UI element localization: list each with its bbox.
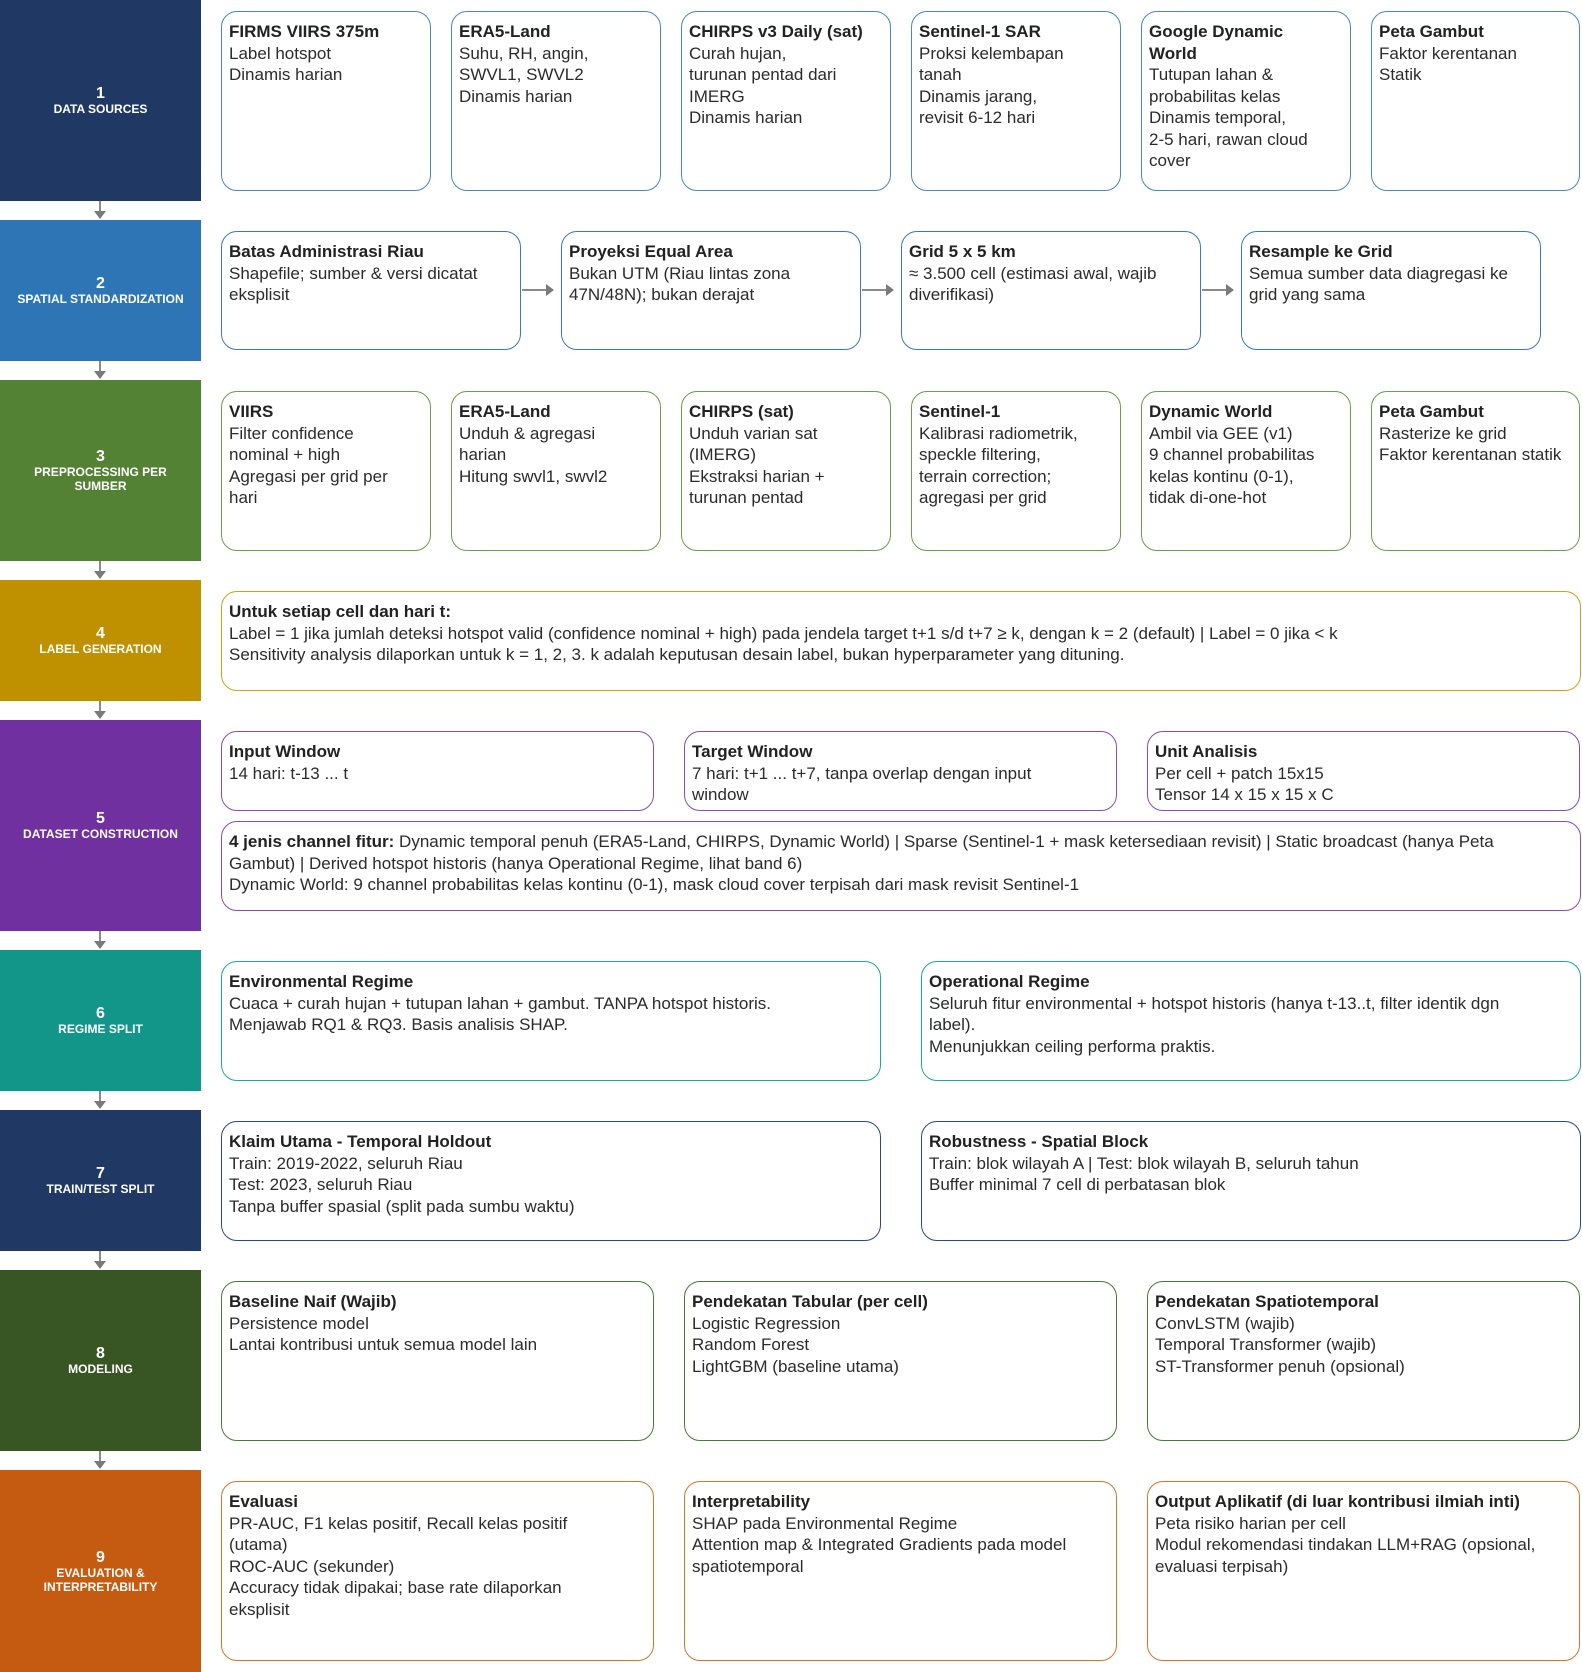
box-line: Tensor 14 x 15 x 15 x C: [1155, 785, 1334, 804]
dataset-target-window: [684, 731, 1117, 811]
spatial-grid: [901, 231, 1201, 350]
box-line: 14 hari: t-13 ... t: [229, 763, 349, 783]
prep-era5-land: [451, 391, 661, 551]
box-line: Semua sumber data diagregasi ke: [1249, 263, 1508, 283]
box-line: tanah: [919, 65, 962, 84]
box-title: Target Window: [692, 742, 813, 761]
box-title: ERA5-Land: [459, 402, 551, 421]
box-title: Output Aplikatif (di luar kontribusi ilmiah inti): [1155, 1492, 1520, 1511]
box-line: Dynamic World: 9 channel probabilitas kelas kontinu (0-1), mask cloud cover terpisah dari mask revisit Sentinel-1: [229, 875, 1080, 894]
box-line: Kalibrasi radiometrik,: [919, 423, 1078, 443]
box-line: Lantai kontribusi untuk semua model lain: [229, 1335, 538, 1354]
box-line: 2-5 hari, rawan cloud: [1149, 129, 1308, 149]
box-title: Peta Gambut: [1379, 402, 1484, 421]
box-title: Input Window: [229, 742, 341, 761]
box-line: Seluruh fitur environmental + hotspot historis (hanya t-13..t, filter identik dgn: [929, 993, 1500, 1013]
box-line: Dinamis harian: [459, 86, 573, 106]
source-firms-viirs: [221, 11, 431, 191]
band-preprocessing: [0, 380, 201, 561]
box-line: probabilitas kelas: [1149, 86, 1281, 106]
box-line: Test: 2023, seluruh Riau: [229, 1175, 413, 1194]
box-line: [229, 831, 1573, 853]
box-line: kelas kontinu (0-1),: [1149, 466, 1294, 486]
box-line: Train: blok wilayah A | Test: blok wilayah B, seluruh tahun: [929, 1153, 1359, 1173]
prep-sentinel1: [911, 391, 1121, 551]
box-line: Unduh & agregasi: [459, 423, 596, 443]
box-line: Dinamis harian: [229, 65, 343, 84]
box-line: label).: [929, 1015, 976, 1034]
box-line: Filter confidence: [229, 423, 354, 443]
box-line: grid yang sama: [1249, 285, 1366, 304]
source-peta-gambut: [1371, 11, 1580, 191]
box-title: Operational Regime: [929, 972, 1090, 991]
box-line: ST-Transformer penuh (opsional): [1155, 1356, 1405, 1376]
box-line: Suhu, RH, angin,: [459, 43, 589, 63]
box-line: agregasi per grid: [919, 488, 1047, 507]
prep-dynamic-world: [1141, 391, 1351, 551]
box-line: Dinamis harian: [689, 108, 803, 127]
box-title: Klaim Utama - Temporal Holdout: [229, 1132, 492, 1151]
box-line: turunan pentad: [689, 488, 804, 507]
band-label-generation: [0, 580, 201, 701]
box-line: Dinamis temporal,: [1149, 108, 1286, 127]
box-line: 47N/48N); bukan derajat: [569, 285, 755, 304]
box-line: hari: [229, 488, 258, 507]
box-line: SWVL1, SWVL2: [459, 65, 584, 84]
box-line: Agregasi per grid per: [229, 466, 388, 486]
box-line: harian: [459, 445, 507, 464]
down-arrow-icon: [94, 1261, 106, 1269]
box-line: diverifikasi): [909, 285, 995, 304]
box-line: nominal + high: [229, 445, 341, 464]
dataset-input-window: [221, 731, 654, 811]
band-evaluation: [0, 1470, 201, 1672]
box-line: ROC-AUC (sekunder): [229, 1556, 395, 1576]
band-number: 2: [96, 275, 105, 292]
box-title: Sentinel-1: [919, 402, 1001, 421]
box-line: Shapefile; sumber & versi dicatat: [229, 263, 478, 283]
box-line: spatiotemporal: [692, 1556, 804, 1576]
band-label: PREPROCESSING PER SUMBER: [34, 465, 167, 493]
box-title: Proyeksi Equal Area: [569, 242, 733, 261]
band-number: 5: [96, 810, 105, 827]
band-regime-split: [0, 950, 201, 1091]
model-baseline: [221, 1281, 654, 1441]
source-era5-land: [451, 11, 661, 191]
band-spatial-standardization: [0, 220, 201, 361]
box-title: Unit Analisis: [1155, 742, 1258, 761]
box-line: SHAP pada Environmental Regime: [692, 1513, 958, 1533]
label-generation-box: [221, 591, 1581, 691]
band-dataset-construction: [0, 720, 201, 931]
down-arrow-icon: [94, 1461, 106, 1469]
box-line: Tutupan lahan &: [1149, 65, 1274, 84]
right-arrow-icon: [1202, 289, 1232, 291]
box-title: 4 jenis channel fitur:: [229, 832, 395, 851]
band-connector: [99, 561, 101, 571]
box-line: (IMERG): [689, 445, 757, 464]
box-line: Gambut) | Derived hotspot historis (hanya Operational Regime, lihat band 6): [229, 853, 803, 873]
box-line: Dinamis jarang,: [919, 86, 1038, 106]
source-chirps: [681, 11, 891, 191]
split-spatial-block: [921, 1121, 1581, 1241]
box-title: Robustness - Spatial Block: [929, 1132, 1149, 1151]
dataset-channels: [221, 821, 1581, 911]
prep-peta-gambut: [1371, 391, 1580, 551]
box-line: Ekstraksi harian +: [689, 466, 825, 486]
box-title: Batas Administrasi Riau: [229, 242, 424, 261]
box-line: 7 hari: t+1 ... t+7, tanpa overlap dengan input: [692, 763, 1032, 783]
box-title: Evaluasi: [229, 1492, 298, 1511]
box-line: ConvLSTM (wajib): [1155, 1313, 1295, 1333]
regime-environmental: [221, 961, 881, 1081]
box-title: ERA5-Land: [459, 22, 551, 41]
box-line: Label = 1 jika jumlah deteksi hotspot valid (confidence nominal + high) pada jendela target t+1 s/d t+7 ≥ k, dengan k = 2 (default) | Label = 0 jika < k: [229, 623, 1338, 643]
down-arrow-icon: [94, 711, 106, 719]
box-line: Accuracy tidak dipakai; base rate dilaporkan: [229, 1578, 562, 1597]
split-temporal-holdout: [221, 1121, 881, 1241]
box-line: Cuaca + curah hujan + tutupan lahan + gambut. TANPA hotspot historis.: [229, 993, 771, 1013]
box-line: Rasterize ke grid: [1379, 423, 1507, 443]
box-line-text: Dynamic temporal penuh (ERA5-Land, CHIRPS, Dynamic World) | Sparse (Sentinel-1 + mask ketersediaan revisit) | Static broadcast (hanya Peta: [394, 832, 1494, 851]
band-connector: [99, 931, 101, 941]
regime-operational: [921, 961, 1581, 1081]
box-title: CHIRPS (sat): [689, 402, 794, 421]
box-line: Logistic Regression: [692, 1313, 841, 1333]
box-line: Bukan UTM (Riau lintas zona: [569, 263, 791, 283]
down-arrow-icon: [94, 371, 106, 379]
band-label: REGIME SPLIT: [58, 1022, 143, 1036]
band-number: 4: [96, 625, 105, 642]
box-line: 9 channel probabilitas: [1149, 445, 1315, 464]
box-line: Menunjukkan ceiling performa praktis.: [929, 1036, 1216, 1056]
right-arrow-icon: [522, 289, 552, 291]
box-line: Buffer minimal 7 cell di perbatasan blok: [929, 1175, 1226, 1194]
band-label: MODELING: [68, 1362, 133, 1376]
box-line: window: [692, 785, 749, 804]
box-line: Modul rekomendasi tindakan LLM+RAG (opsional,: [1155, 1535, 1536, 1554]
band-label: EVALUATION & INTERPRETABILITY: [43, 1565, 158, 1594]
spatial-batas-administrasi: [221, 231, 521, 350]
down-arrow-icon: [94, 941, 106, 949]
band-number: 1: [96, 85, 105, 102]
box-line: Faktor kerentanan: [1379, 43, 1517, 63]
box-title: Pendekatan Spatiotemporal: [1155, 1292, 1379, 1311]
box-title: Baseline Naif (Wajib): [229, 1292, 397, 1311]
band-label: SPATIAL STANDARDIZATION: [17, 292, 184, 306]
box-line: (utama): [229, 1535, 288, 1554]
box-title: Interpretability: [692, 1492, 811, 1511]
band-connector: [99, 1091, 101, 1101]
box-line: Per cell + patch 15x15: [1155, 763, 1324, 783]
box-line: IMERG: [689, 86, 745, 106]
band-number: 8: [96, 1345, 105, 1362]
box-line: Label hotspot: [229, 43, 332, 63]
box-line: Curah hujan,: [689, 43, 787, 63]
source-sentinel1: [911, 11, 1121, 191]
spatial-proyeksi: [561, 231, 861, 350]
eval-evaluasi: [221, 1481, 654, 1661]
box-title: Grid 5 x 5 km: [909, 242, 1016, 261]
box-line: Faktor kerentanan statik: [1379, 445, 1562, 464]
box-line: LightGBM (baseline utama): [692, 1356, 899, 1376]
box-line: tidak di-one-hot: [1149, 488, 1267, 507]
band-connector: [99, 1251, 101, 1261]
prep-viirs: [221, 391, 431, 551]
band-connector: [99, 361, 101, 371]
box-line: speckle filtering,: [919, 445, 1041, 464]
box-line: terrain correction;: [919, 466, 1052, 486]
band-label: LABEL GENERATION: [39, 642, 162, 656]
box-line: Peta risiko harian per cell: [1155, 1513, 1346, 1533]
band-label: DATASET CONSTRUCTION: [23, 827, 178, 841]
box-title: Environmental Regime: [229, 972, 414, 991]
band-modeling: [0, 1270, 201, 1451]
eval-output-aplikatif: [1147, 1481, 1580, 1661]
box-title: Resample ke Grid: [1249, 242, 1393, 261]
right-arrow-icon: [862, 289, 892, 291]
box-line: Hitung swvl1, swvl2: [459, 466, 608, 486]
box-title: FIRMS VIIRS 375m: [229, 22, 380, 41]
box-line: Temporal Transformer (wajib): [1155, 1335, 1377, 1354]
box-title: VIIRS: [229, 402, 274, 421]
box-line: turunan pentad dari: [689, 65, 837, 84]
box-line: eksplisit: [229, 1599, 290, 1619]
band-connector: [99, 701, 101, 711]
box-line: Sensitivity analysis dilaporkan untuk k = 1, 2, 3. k adalah keputusan desain label, bukan hyperparameter yang dituning.: [229, 645, 1125, 664]
band-connector: [99, 1451, 101, 1461]
band-number: 7: [96, 1165, 105, 1182]
box-line: Attention map & Integrated Gradients pada model: [692, 1535, 1067, 1554]
box-line: Menjawab RQ1 & RQ3. Basis analisis SHAP.: [229, 1015, 568, 1034]
band-number: 9: [96, 1548, 105, 1566]
box-line: Train: 2019-2022, seluruh Riau: [229, 1153, 463, 1173]
band-label: DATA SOURCES: [53, 102, 148, 116]
spatial-resample: [1241, 231, 1541, 350]
band-label: TRAIN/TEST SPLIT: [46, 1182, 155, 1196]
box-line: Tanpa buffer spasial (split pada sumbu waktu): [229, 1196, 575, 1216]
box-title: Sentinel-1 SAR: [919, 22, 1041, 41]
eval-interpretability: [684, 1481, 1117, 1661]
source-dynamic-world: [1141, 11, 1351, 191]
model-spatiotemporal: [1147, 1281, 1580, 1441]
band-number: 6: [96, 1005, 105, 1022]
band-train-test-split: [0, 1110, 201, 1251]
down-arrow-icon: [94, 1101, 106, 1109]
box-line: PR-AUC, F1 kelas positif, Recall kelas positif: [229, 1513, 568, 1533]
down-arrow-icon: [94, 571, 106, 579]
band-number: 3: [96, 448, 105, 465]
box-line: Proksi kelembapan: [919, 43, 1064, 63]
box-line: Random Forest: [692, 1335, 810, 1354]
box-line: revisit 6-12 hari: [919, 108, 1036, 127]
box-line: eksplisit: [229, 285, 290, 304]
box-line: Ambil via GEE (v1): [1149, 423, 1293, 443]
box-line: evaluasi terpisah): [1155, 1556, 1289, 1576]
down-arrow-icon: [94, 211, 106, 219]
dataset-unit-analisis: [1147, 731, 1580, 811]
box-title-continued: World: [1149, 43, 1197, 63]
model-tabular: [684, 1281, 1117, 1441]
box-line: ≈ 3.500 cell (estimasi awal, wajib: [909, 263, 1157, 283]
prep-chirps: [681, 391, 891, 551]
box-title: CHIRPS v3 Daily (sat): [689, 22, 863, 41]
box-title: Peta Gambut: [1379, 22, 1484, 41]
box-line: Persistence model: [229, 1313, 369, 1333]
box-title: Pendekatan Tabular (per cell): [692, 1292, 928, 1311]
box-line: cover: [1149, 151, 1191, 170]
box-line: Unduh varian sat: [689, 423, 818, 443]
box-line: Statik: [1379, 65, 1422, 84]
box-title: Untuk setiap cell dan hari t:: [229, 602, 451, 621]
box-title: Google Dynamic: [1149, 22, 1284, 41]
band-data-sources: [0, 0, 201, 201]
band-connector: [99, 201, 101, 211]
box-title: Dynamic World: [1149, 402, 1273, 421]
